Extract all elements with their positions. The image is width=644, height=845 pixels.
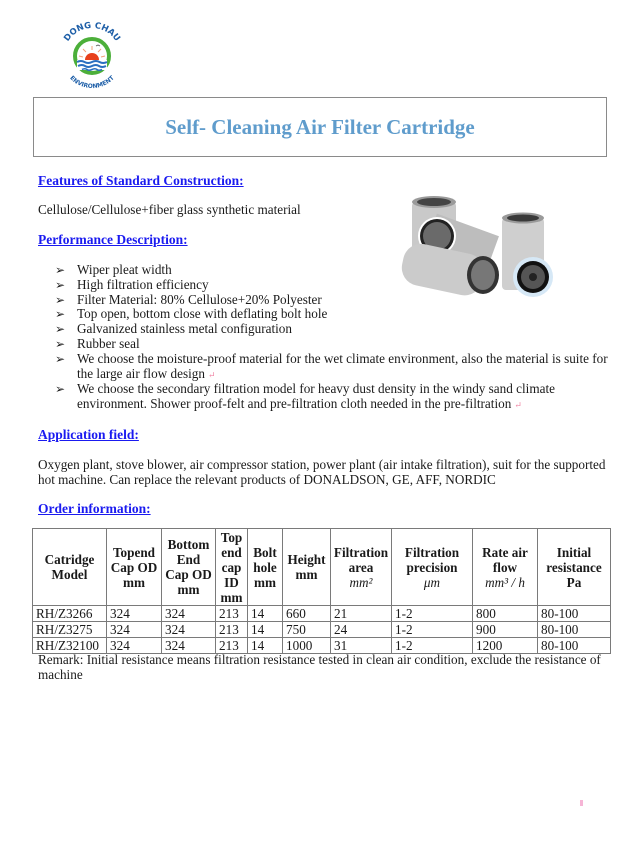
- table-cell: 324: [107, 606, 162, 622]
- page-title: Self- Cleaning Air Filter Cartridge: [165, 114, 475, 139]
- list-item: ➢ We choose the secondary filtration model for heavy dust density in the windy sand climate environment. Shower proof-felt and pre-filtration cloth needed in the pre-filtration ↵: [55, 381, 555, 412]
- table-row: [33, 606, 611, 622]
- list-item: ➢ Rubber seal: [55, 335, 140, 351]
- table-cell: 324: [162, 638, 216, 654]
- table-cell: 324: [162, 622, 216, 638]
- company-logo: [52, 14, 132, 94]
- list-item: ➢ Top open, bottom close with deflating bolt hole: [55, 306, 328, 322]
- order-heading: Order information:: [38, 501, 151, 516]
- list-item: ➢ Filter Material: 80% Cellulose+20% Polyester: [55, 291, 322, 307]
- table-cell: 660: [283, 606, 331, 622]
- table-cell: 1200: [473, 638, 538, 654]
- order-table: [32, 528, 611, 654]
- title-box: [33, 97, 607, 157]
- column-header: Bolt hole mm: [248, 529, 283, 606]
- column-header: Top end cap ID mm: [216, 529, 248, 606]
- unit-label: μm: [423, 574, 441, 590]
- table-cell: 213: [216, 638, 248, 654]
- table-cell: 1-2: [392, 638, 473, 654]
- logo-top-text: DONG CHAU: [62, 20, 122, 44]
- table-cell: 213: [216, 606, 248, 622]
- paragraph-return-icon: ↵: [207, 369, 216, 380]
- arrow-bullet-icon: ➢: [55, 382, 66, 397]
- arrow-bullet-icon: ➢: [55, 322, 66, 337]
- page-marker: [580, 800, 583, 806]
- table-cell: 80-100: [538, 622, 611, 638]
- column-header: Filtration precision μm: [392, 529, 473, 606]
- column-header: Filtration area mm²: [331, 529, 392, 606]
- arrow-bullet-icon: ➢: [55, 351, 66, 366]
- table-cell: 80-100: [538, 606, 611, 622]
- table-cell: 324: [162, 606, 216, 622]
- column-header: Initial resistance Pa: [538, 529, 611, 606]
- column-header: Topend Cap OD mm: [107, 529, 162, 606]
- table-cell: RH/Z32100: [33, 638, 107, 654]
- table-cell: 900: [473, 622, 538, 638]
- table-cell: 24: [331, 622, 392, 638]
- performance-list: [55, 263, 615, 413]
- arrow-bullet-icon: ➢: [55, 263, 66, 277]
- paragraph-return-icon: ↵: [514, 400, 522, 411]
- table-cell: 14: [248, 622, 283, 638]
- table-cell: 750: [283, 622, 331, 638]
- table-cell: 31: [331, 638, 392, 654]
- table-header-row: [33, 529, 611, 606]
- table-cell: 14: [248, 606, 283, 622]
- table-cell: 1000: [283, 638, 331, 654]
- table-row: [33, 622, 611, 638]
- logo-bottom-text: ENVIRONMENT: [68, 74, 116, 91]
- column-header: Catridge Model: [33, 529, 107, 606]
- table-cell: 14: [248, 638, 283, 654]
- features-text: Cellulose/Cellulose+fiber glass synthetic material: [38, 202, 301, 217]
- performance-heading: Performance Description:: [38, 232, 188, 247]
- arrow-bullet-icon: ➢: [55, 292, 66, 307]
- column-header: Bottom End Cap OD mm: [162, 529, 216, 606]
- list-item: ➢ Wiper pleat width: [55, 262, 172, 277]
- features-heading: Features of Standard Construction:: [38, 173, 244, 188]
- list-item: ➢ We choose the moisture-proof material for the wet climate environment, also the material is suite for the large air flow design ↵: [55, 350, 608, 381]
- table-cell: 800: [473, 606, 538, 622]
- remark-text: Remark: Initial resistance means filtration resistance tested in clean air condition, exclude the resistance of machine: [38, 652, 601, 682]
- table-cell: RH/Z3266: [33, 606, 107, 622]
- svg-text:ENVIRONMENT: [68, 74, 116, 90]
- unit-label: mm³ / h: [485, 574, 525, 590]
- arrow-bullet-icon: ➢: [55, 277, 66, 292]
- list-item: ➢ High filtration efficiency: [55, 276, 209, 292]
- table-cell: 324: [107, 638, 162, 654]
- application-heading: Application field:: [38, 427, 139, 442]
- list-item: ➢ Galvanized stainless metal configuration: [55, 321, 292, 337]
- table-cell: RH/Z3275: [33, 622, 107, 638]
- table-cell: 1-2: [392, 622, 473, 638]
- column-header: Rate air flow mm³ / h: [473, 529, 538, 606]
- table-cell: 21: [331, 606, 392, 622]
- table-cell: 324: [107, 622, 162, 638]
- arrow-bullet-icon: ➢: [55, 336, 66, 351]
- table-cell: 1-2: [392, 606, 473, 622]
- unit-label: mm²: [349, 574, 373, 590]
- arrow-bullet-icon: ➢: [55, 307, 66, 322]
- column-header: Height mm: [283, 529, 331, 606]
- table-cell: 213: [216, 622, 248, 638]
- application-text: Oxygen plant, stove blower, air compressor station, power plant (air intake filtration), suit for the supported hot machine. Can replace the relevant products of DONALDSON, GE, AFF, NORDIC: [38, 457, 606, 487]
- table-cell: 80-100: [538, 638, 611, 654]
